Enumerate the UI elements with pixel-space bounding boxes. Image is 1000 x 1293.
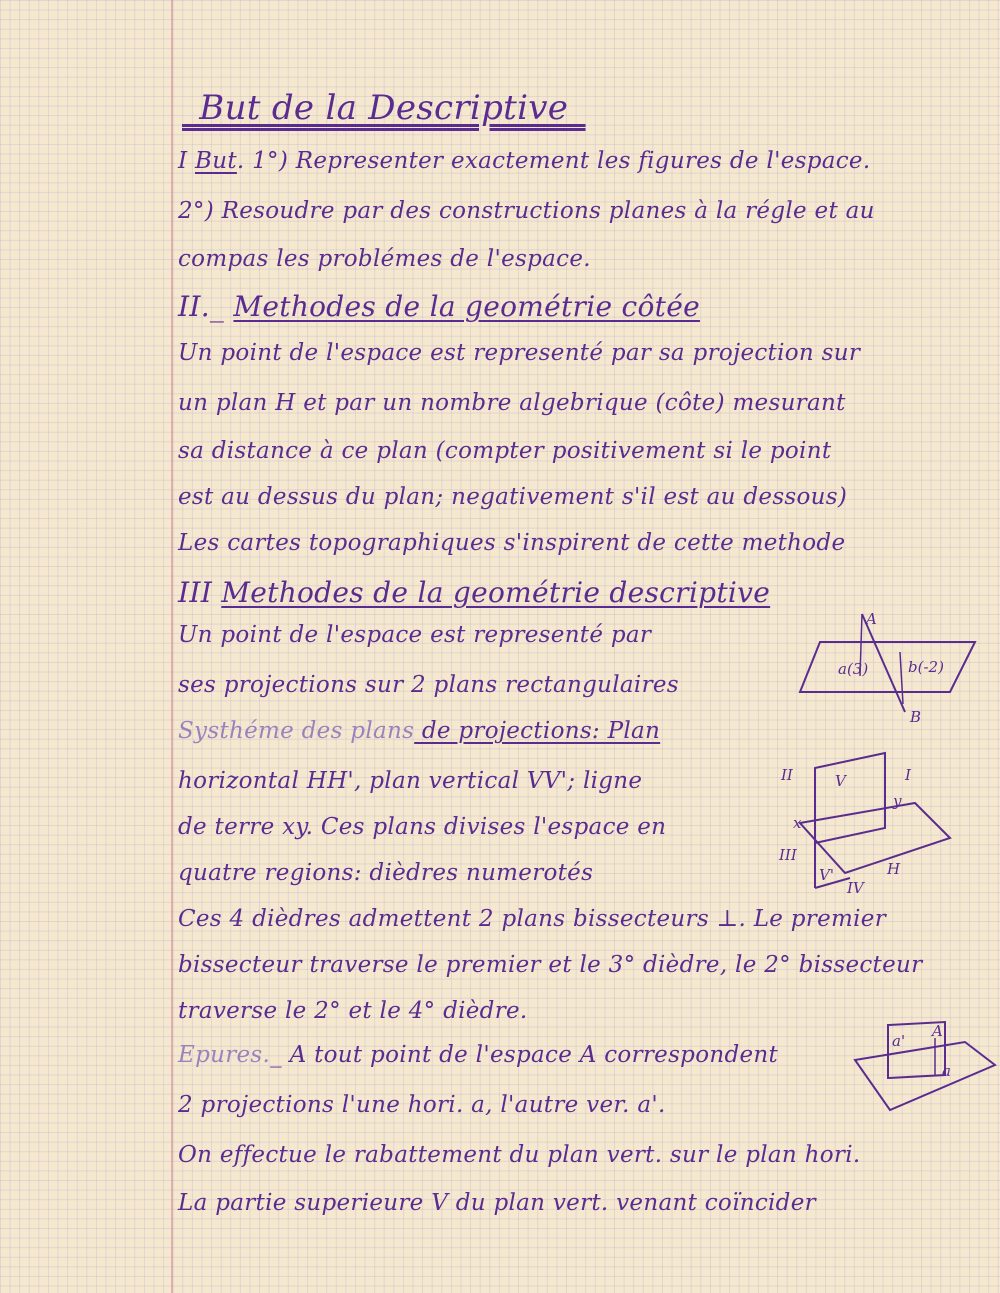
figure-four-dihedra: [775, 748, 975, 902]
text-line-l19: [178, 998, 528, 1024]
text-segment: traverse le 2° et le 4° dièdre.: [178, 998, 528, 1024]
text-line-l7: [178, 438, 831, 464]
text-line-l1: [178, 148, 870, 174]
text-segment: On effectue le rabattement du plan vert. sur le plan hori.: [178, 1142, 861, 1168]
text-segment: Methodes de la geométrie côtée: [233, 290, 700, 323]
text-line-l21: [178, 1092, 666, 1118]
page-title: _But de la Descriptive_: [182, 88, 586, 128]
fig1-label-b-2: b(-2): [908, 658, 944, 676]
text-segment: Un point de l'espace est representé par sa projection sur: [178, 340, 861, 366]
text-segment: un plan H et par un nombre algebrique (côte) mesurant: [178, 390, 846, 416]
text-segment: de projections: Plan: [414, 718, 661, 744]
text-segment: horizontal HH', plan vertical VV'; ligne: [178, 768, 643, 794]
text-line-l8: [178, 484, 847, 510]
text-line-l22: [178, 1142, 860, 1168]
text-line-l20: [178, 1042, 778, 1068]
fig2-label-Vp: V': [819, 866, 834, 884]
text-line-l2: [178, 198, 875, 224]
text-line-l15: [178, 814, 666, 840]
text-line-l14: [178, 768, 642, 794]
text-line-l18: [178, 952, 922, 978]
text-line-l17: [178, 906, 886, 932]
text-line-l6: [178, 390, 846, 416]
text-line-l16: [178, 860, 593, 886]
text-line-l23: [178, 1190, 816, 1216]
text-segment: 2°) Resoudre par des constructions planes à la régle et au: [178, 198, 875, 224]
fig2-label-IV: IV: [847, 879, 864, 897]
text-segment: Un point de l'espace est representé par: [178, 622, 652, 648]
figure-point-projections: [850, 1020, 1000, 1124]
text-segment: Ces 4 dièdres admettent 2 plans bissecteurs ⊥. Le premier: [178, 906, 886, 932]
text-segment: III: [178, 576, 222, 609]
fig3-label-a: a: [942, 1062, 951, 1080]
text-segment: But: [195, 148, 237, 174]
text-line-l9: [178, 530, 845, 556]
text-segment: 2 projections l'une hori. a, l'autre ver. a'.: [178, 1092, 666, 1118]
text-segment: ses projections sur 2 plans rectangulaires: [178, 672, 679, 698]
text-segment: Methodes de la geométrie descriptive: [221, 576, 771, 609]
text-segment: Epures.: [178, 1042, 271, 1068]
text-segment: II._: [178, 290, 234, 323]
fig3-label-ap: a': [892, 1032, 906, 1050]
fig1-label-B: B: [910, 708, 922, 726]
figure-plane-projection: [800, 612, 980, 736]
text-line-l10: [178, 576, 770, 609]
text-segment: I: [178, 148, 195, 174]
text-segment: bissecteur traverse le premier et le 3° dièdre, le 2° bissecteur: [178, 952, 923, 978]
fig2-label-III: III: [779, 846, 797, 864]
text-segment: quatre regions: dièdres numerotés: [178, 860, 594, 886]
fig2-label-I: I: [905, 766, 911, 784]
fig2-label-y: y: [893, 792, 902, 810]
text-segment: Les cartes topographiques s'inspirent de cette methode: [178, 530, 846, 556]
text-segment: Systhéme des plans: [178, 718, 415, 744]
text-line-l11: [178, 622, 651, 648]
fig1-label-a3: a(3): [838, 660, 869, 678]
text-line-l13: [178, 718, 660, 744]
fig2-label-H: H: [887, 860, 901, 878]
fig3-label-A: A: [932, 1022, 943, 1040]
text-line-l12: [178, 672, 679, 698]
text-segment: de terre xy. Ces plans divises l'espace en: [178, 814, 667, 840]
text-segment: _ A tout point de l'espace A correspondent: [270, 1042, 779, 1068]
text-segment: . 1°) Representer exactement les figures de l'espace.: [236, 148, 871, 174]
text-segment: sa distance à ce plan (compter positivement si le point: [178, 438, 832, 464]
text-segment: compas les problémes de l'espace.: [178, 246, 591, 272]
fig2-label-x: x: [793, 814, 802, 832]
fig1-label-A: A: [866, 610, 877, 628]
fig2-label-II: II: [781, 766, 793, 784]
text-line-l5: [178, 340, 860, 366]
margin-line: [171, 0, 173, 1293]
text-segment: est au dessus du plan; negativement s'il est au dessous): [178, 484, 848, 510]
text-line-l4: [178, 290, 700, 323]
fig2-label-V: V: [835, 772, 846, 790]
text-line-l3: [178, 246, 591, 272]
text-segment: La partie superieure V du plan vert. venant coïncider: [178, 1190, 816, 1216]
